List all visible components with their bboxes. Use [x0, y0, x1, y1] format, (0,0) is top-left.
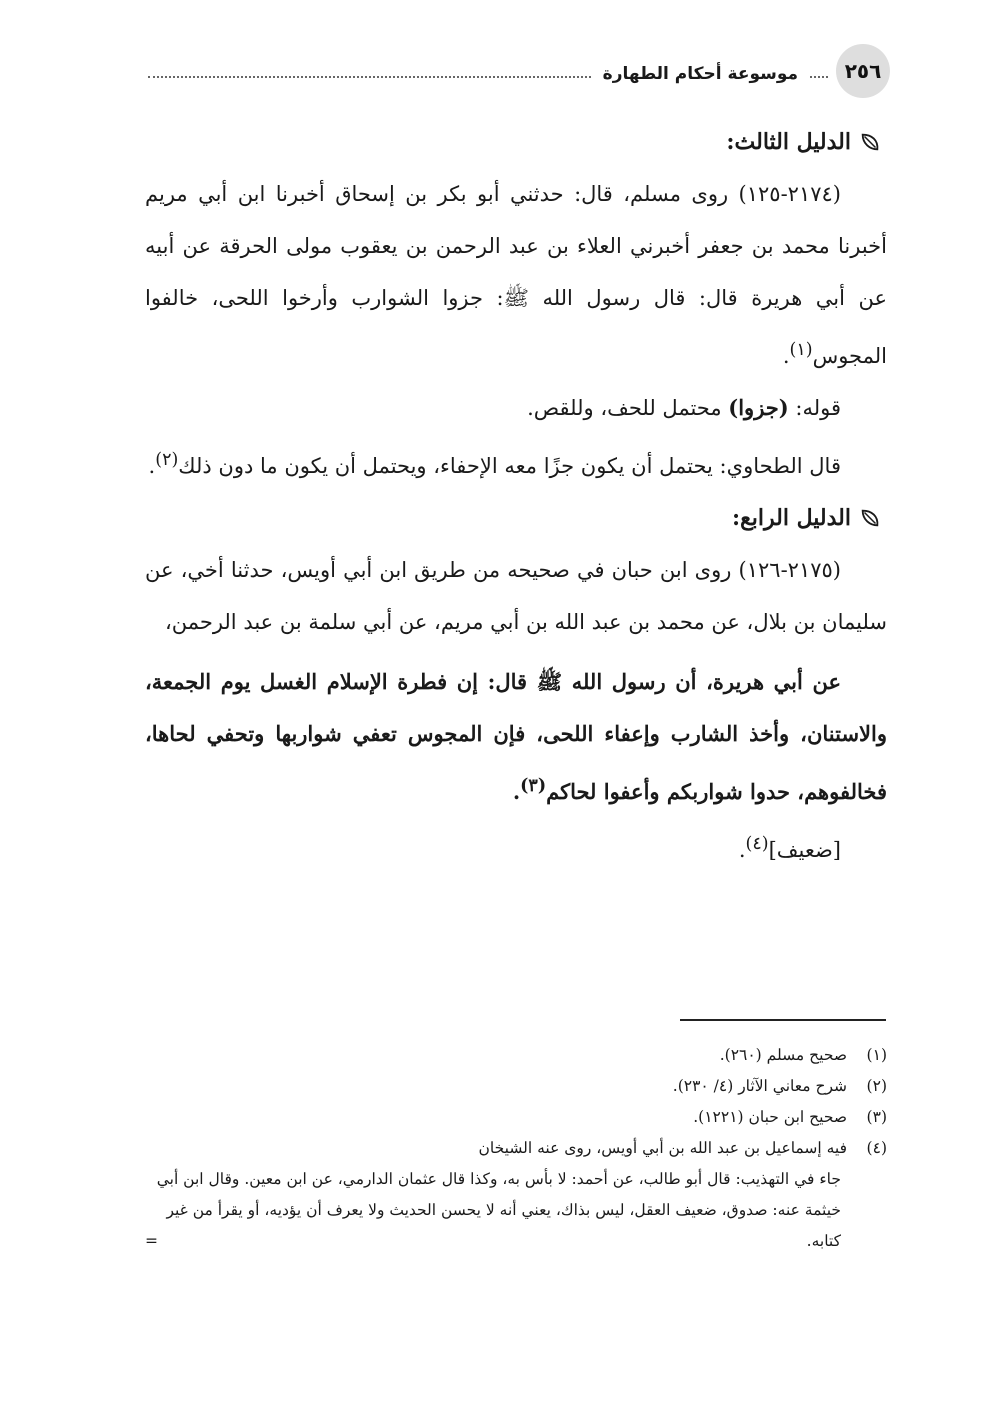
dotted-rule: [148, 76, 591, 78]
footnote-item: [145, 1102, 887, 1133]
heading-text: الدليل الثالث:: [726, 129, 851, 155]
paragraph: [145, 434, 887, 492]
paragraph: [145, 382, 887, 434]
footnote-ref[interactable]: (٢): [155, 450, 179, 470]
paragraph-text: (٢١٧٥-١٢٦) روى ابن حبان في صحيحه من طريق ابن أبي أويس، حدثنا أخي، عن سليمان بن بلال، عن محمد بن عبد الله بن أبي مريم، عن أبي سلمة بن عبد الرحمن،: [145, 558, 887, 634]
main-text: [145, 116, 887, 876]
footnote-text: صحيح ابن حبان (١٢٢١).: [693, 1108, 847, 1126]
footnote-number: (٢): [866, 1077, 887, 1095]
paragraph-text: قال الطحاوي: يحتمل أن يكون جزًا معه الإحفاء، ويحتمل أن يكون ما دون ذلك: [178, 454, 841, 478]
grade-paragraph: [145, 818, 887, 876]
paragraph-text: (٢١٧٤-١٢٥) روى مسلم، قال: حدثني أبو بكر بن إسحاق أخبرنا ابن أبي مريم أخبرنا محمد بن جعفر أخبرني العلاء بن عبد الرحمن بن يعقوب مولى الحرقة عن أبيه عن أبي هريرة قال: قال رسول الله ﷺ: جزوا الشوارب وأرخوا اللحى، خالفوا المجوس: [145, 182, 887, 368]
running-title: موسوعة أحكام الطهارة: [602, 64, 798, 84]
footnote-text: شرح معاني الآثار (٤/ ٢٣٠).: [672, 1077, 847, 1095]
bold-term: (جزوا): [728, 395, 789, 420]
dotted-rule: [810, 76, 828, 78]
hadith-paragraph: [145, 656, 887, 818]
page-number: ٢٥٦: [836, 44, 890, 98]
footnote-ref[interactable]: (٤): [745, 834, 769, 854]
section-heading-fourth: [145, 492, 887, 544]
footnote-text: صحيح مسلم (٢٦٠).: [719, 1046, 847, 1064]
footnote-continuation: [145, 1164, 887, 1257]
footnote-separator: [680, 1019, 886, 1021]
footnote-number: (١): [866, 1046, 887, 1064]
footnote-item: [145, 1071, 887, 1102]
paragraph-text: محتمل للحف، وللقص.: [527, 396, 729, 420]
footnote-item: [145, 1133, 887, 1164]
leaf-ornament-icon: [859, 131, 881, 153]
spacer: [145, 648, 887, 656]
grade-text: [ضعيف]: [768, 838, 841, 862]
punctuation: .: [782, 344, 790, 368]
footnote-ref[interactable]: (٣): [520, 776, 547, 796]
hadith-text: عن أبي هريرة، أن رسول الله ﷺ قال: إن فطرة الإسلام الغسل يوم الجمعة، والاستنان، وأخذ الشارب وإعفاء اللحى، فإن المجوس تعفي شواربها وتحفي لحاها، فخالفوهم، حدوا شواربكم وأعفوا لحاكم: [145, 669, 887, 804]
paragraph: [145, 168, 887, 382]
leaf-ornament-icon: [859, 507, 881, 529]
footnote-number: (٣): [866, 1108, 887, 1126]
punctuation: .: [512, 779, 521, 804]
section-heading-third: [145, 116, 887, 168]
footnote-text: جاء في التهذيب: قال أبو طالب، عن أحمد: لا بأس به، وكذا قال عثمان الدارمي، عن ابن معين. وقال ابن أبي خيثمة عنه: صدوق، ضعيف العقل، ليس بذاك، يعني أنه لا يحسن الحديث ولا يعرف أن يؤديه، أو يقرأ من غير كتابه.: [156, 1170, 841, 1250]
footnote-ref[interactable]: (١): [789, 340, 813, 360]
continuation-mark: =: [145, 1232, 158, 1250]
heading-text: الدليل الرابع:: [731, 505, 851, 531]
footnote-number: (٤): [866, 1139, 887, 1157]
footnotes: [145, 1040, 887, 1257]
paragraph: [145, 544, 887, 648]
footnote-item: [145, 1040, 887, 1071]
footnote-text: فيه إسماعيل بن عبد الله بن أبي أويس، روى عنه الشيخان: [478, 1139, 847, 1157]
punctuation: .: [738, 838, 746, 862]
running-header: [148, 60, 828, 88]
punctuation: .: [148, 454, 156, 478]
paragraph-text: قوله:: [788, 396, 841, 420]
